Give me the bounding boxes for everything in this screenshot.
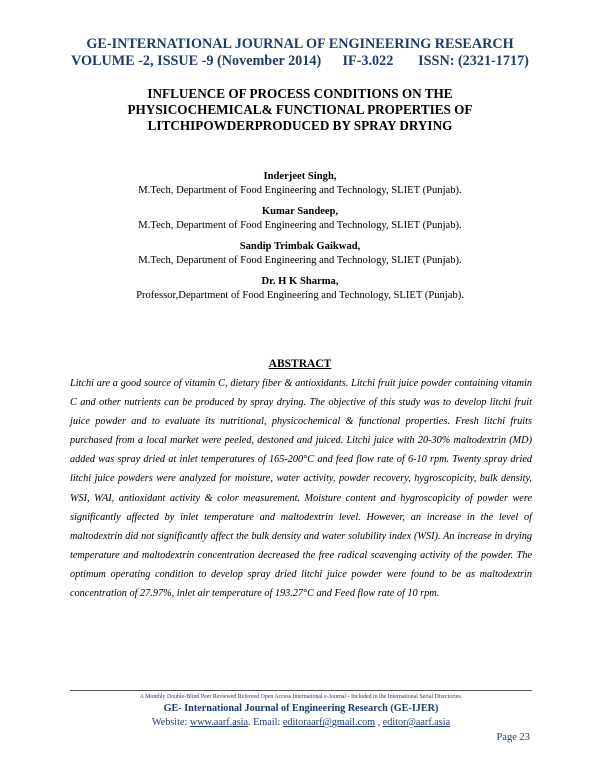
issn: ISSN: (2321-1717) (418, 53, 529, 69)
footer-divider (70, 690, 532, 691)
author-block (0, 240, 600, 268)
website-link[interactable]: www.aarf.asia (189, 717, 249, 728)
author-affiliation: M.Tech, Department of Food Engineering and Technology, SLIET (Punjab). (138, 220, 462, 231)
journal-note: A Monthly Double-Blind Peer Reviewed Refereed Open Access International e-Journal - Included in the International Serial Directories. (139, 694, 463, 700)
author-block (0, 205, 600, 233)
author-name: Sandip Trimbak Gaikwad, (239, 241, 361, 252)
journal-name: GE-INTERNATIONAL JOURNAL OF ENGINEERING RESEARCH (86, 36, 514, 52)
abstract-text: Litchi are a good source of vitamin C, dietary fiber & antioxidants. Litchi fruit juice powder containing vitamin C and other nutrients can be produced by spray drying. The objective of this study was to develop litchi fruit juice powder and to evaluate its nutritional, physicochemical & functional properties. Fresh litchi fruits purchased from a local market were peeled, destoned and juiced. Litchi juice with 20-30% maltodextrin (MD) added was spray dried at inlet temperatures of 165-200°C and feed flow rate of 6-10 rpm. Twenty spray dried litchi juice powders were analyzed for moisture, water activity, powder recovery, hygroscopicity, bulk density, WSI, WAI, antioxidant activity & color measurement. Moisture content and hygroscopicity of powder were significantly affected by inlet temperature and maltodextrin level. However, an increase in the level of maltodextrin did not significantly affect the bulk density and water solubility index (WSI). An increase in drying temperature and maltodextrin concentration decreased the free radical scavenging activity of the powder. The optimum operating condition to develop spray dried litchi juice powder were found to be as maltodextrin concentration of 27.97%, inlet air temperature of 193.27°C and Feed flow rate of 10 rpm. (70, 378, 532, 600)
title-line: LITCHIPOWDERPRODUCED BY SPRAY DRYING (147, 118, 453, 133)
author-list (0, 170, 600, 310)
footer-journal-name: GE- International Journal of Engineering Research (GE-IJER) (163, 703, 439, 714)
journal-header (0, 36, 600, 70)
author-affiliation: M.Tech, Department of Food Engineering and Technology, SLIET (Punjab). (138, 255, 462, 266)
author-block (0, 275, 600, 303)
email-link-secondary[interactable]: editor@aarf.asia (382, 717, 451, 728)
email-separator: , (375, 717, 383, 728)
volume-issue: VOLUME -2, ISSUE -9 (November 2014) (71, 53, 322, 69)
abstract-heading: ABSTRACT (268, 358, 332, 370)
author-affiliation: M.Tech, Department of Food Engineering and Technology, SLIET (Punjab). (138, 185, 462, 196)
email-link-primary[interactable]: editoraarf@gmail.com (282, 717, 376, 728)
author-affiliation: Professor,Department of Food Engineering and Technology, SLIET (Punjab). (136, 290, 464, 301)
journal-issue-line (0, 53, 600, 70)
author-name: Dr. H K Sharma, (261, 276, 339, 287)
title-line: INFLUENCE OF PROCESS CONDITIONS ON THE (147, 86, 453, 101)
author-name: Kumar Sandeep, (261, 206, 339, 217)
page-number: Page 23 (496, 732, 530, 743)
email-label: . Email: (248, 717, 283, 728)
author-block (0, 170, 600, 198)
website-label: Website: (151, 717, 190, 728)
impact-factor: IF-3.022 (342, 53, 394, 69)
page-footer (70, 693, 532, 730)
title-line: PHYSICOCHEMICAL& FUNCTIONAL PROPERTIES OF (127, 102, 473, 117)
paper-title (60, 86, 540, 134)
footer-contact (70, 716, 532, 730)
author-name: Inderjeet Singh, (263, 171, 337, 182)
